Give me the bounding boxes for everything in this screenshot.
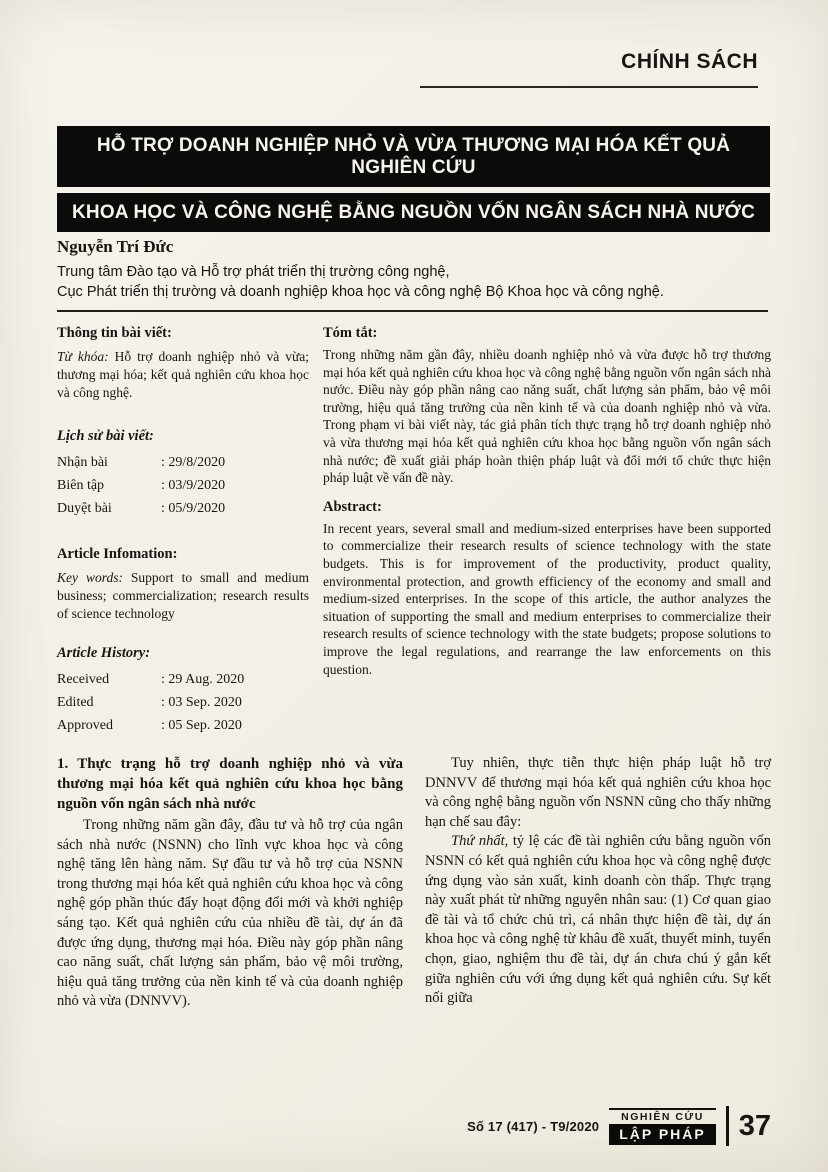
body-column-right: [425, 754, 771, 1012]
abstract-text-vi: Trong những năm gần đây, nhiều doanh nghiệp nhỏ và vừa được hỗ trợ thương mại hóa kết quả nghiên cứu khoa học và công nghệ bằng nguồn vốn ngân sách nhà nước. Điều này góp phần nâng cao năng suất, chất lượng sản phẩm, bảo vệ môi trường, hiệu quả tăng trưởng của nền kinh tế và của doanh nghiệp nhỏ và vừa. Trong phạm vi bài viết này, tác giả phân tích thực trạng hỗ trợ doanh nghiệp nhỏ và vừa thương mại hóa kết quả nghiên cứu khoa học bằng nguồn vốn ngân sách nhà nước; đề xuất giải pháp hoàn thiện pháp luật và đổi mới tổ chức thực hiện pháp luật về vấn đề này.: [323, 347, 771, 486]
history-label: Duyệt bài: [57, 501, 112, 516]
history-heading-en: Article History:: [57, 645, 151, 661]
history-label: Received: [57, 672, 110, 687]
history-heading-vi: Lịch sử bài viết:: [57, 428, 154, 444]
history-value: : 29 Aug. 2020: [161, 672, 245, 687]
history-row: [57, 714, 309, 737]
page-footer: [467, 1106, 771, 1146]
history-block-vi: [57, 428, 309, 520]
journal-logo-line2: LẬP PHÁP: [609, 1124, 716, 1145]
paragraph-lead: Thứ nhất,: [451, 833, 509, 850]
keywords-label-en: Key words:: [57, 570, 123, 585]
history-label: Nhận bài: [57, 455, 108, 470]
journal-logo: [609, 1108, 716, 1145]
abstract-heading-en: Abstract:: [323, 498, 382, 515]
history-row: [57, 474, 309, 497]
article-body: [57, 754, 771, 1012]
article-title-line2: KHOA HỌC VÀ CÔNG NGHỆ BẰNG NGUỒN VỐN NGÂN SÁCH NHÀ NƯỚC: [57, 193, 770, 232]
history-value: : 03 Sep. 2020: [161, 695, 242, 710]
history-value: : 29/8/2020: [161, 455, 226, 470]
paragraph-rest: tỷ lệ các đề tài nghiên cứu bằng nguồn vốn NSNN có kết quả nghiên cứu khoa học và công nghệ được ứng dụng vào sản xuất, kinh doanh còn thấp. Thực trạng này xuất phát từ những nguyên nhân sau: (1) Cơ quan giao đề tài và tổ chức chủ trì, cá nhân thực hiện đề tài, dự án khoa học và công nghệ từ khâu đề xuất, thuyết minh, tuyển chọn, giao, nghiệm thu đề tài, dự án chưa chú ý gắn kết giữa nghiên cứu với ứng dụng kết quả nghiên cứu. Sự kết nối giữa: [425, 833, 771, 1007]
history-row: [57, 451, 309, 474]
kicker-rule: [420, 86, 758, 88]
history-row: [57, 668, 309, 691]
keywords-en: [57, 569, 309, 623]
section-kicker: CHÍNH SÁCH: [621, 50, 758, 73]
body-paragraph: Tuy nhiên, thực tiễn thực hiện pháp luật hỗ trợ DNNVV để thương mại hóa kết quả nghiên cứu khoa học và công nghệ bằng nguồn vốn NSNN cũng cho thấy những hạn chế sau đây:: [425, 755, 771, 830]
history-value: : 05/9/2020: [161, 501, 226, 516]
history-value: : 03/9/2020: [161, 478, 226, 493]
journal-logo-line1: NGHIÊN CỨU: [609, 1108, 716, 1123]
footer-divider: [726, 1106, 729, 1146]
abstract-column: [323, 325, 771, 737]
history-label: Approved: [57, 718, 113, 733]
article-title-banner: [57, 126, 770, 238]
body-paragraph: Trong những năm gần đây, đầu tư và hỗ trợ của ngân sách nhà nước (NSNN) cho lĩnh vực khoa học và công nghệ tăng lên hàng năm. Sự đầu tư và hỗ trợ của NSNN trong thương mại hóa kết quả nghiên cứu khoa học và công nghệ góp phần thúc đẩy hoạt động đổi mới và khởi nghiệp sáng tạo. Kết quả nghiên cứu của nhiều đề tài, dự án đã được ứng dụng, thương mại hóa. Điều này góp phần nâng cao năng suất, chất lượng sản phẩm, bảo vệ môi trường, hiệu quả tăng trưởng của nền kinh tế và của doanh nghiệp nhỏ và vừa (DNNVV).: [57, 817, 403, 1010]
abstract-text-en: In recent years, several small and medium-sized enterprises have been supported to commercialize their research results of science technology with the state budgets. This is for improvement of the productivity, product quality, environmental protection, and growth efficiency of the economy and small and medium-sized enterprises. In the scope of this article, the author analyzes the situation of supporting the small and medium enterprises to commercialize their research results of science technology with the state budgets; propose solutions to improve the legal regulations, and rearrange the law enforcements on this question.: [323, 520, 771, 677]
keywords-label-vi: Từ khóa:: [57, 349, 109, 364]
section-1-heading: 1. Thực trạng hỗ trợ doanh nghiệp nhỏ và vừa thương mại hóa kết quả nghiên cứu khoa học bằng nguồn vốn ngân sách nhà nước: [57, 756, 403, 812]
history-row: [57, 497, 309, 520]
history-value: : 05 Sep. 2020: [161, 718, 242, 733]
info-block-en: [57, 546, 309, 623]
keywords-text-en: Support to small and medium business; commercialization; research results of science technology: [57, 570, 309, 621]
issue-label: Số 17 (417) - T9/2020: [467, 1118, 600, 1134]
history-block-en: [57, 645, 309, 737]
article-title-line1: HỖ TRỢ DOANH NGHIỆP NHỎ VÀ VỪA THƯƠNG MẠI HÓA KẾT QUẢ NGHIÊN CỨU: [57, 126, 770, 187]
history-label: Edited: [57, 695, 94, 710]
abstract-heading-vi: Tóm tắt:: [323, 325, 378, 341]
history-row: [57, 691, 309, 714]
info-heading-vi: Thông tin bài viết:: [57, 325, 172, 341]
body-paragraph: [425, 832, 771, 1008]
page-number: 37: [738, 1109, 771, 1142]
body-column-left: [57, 754, 403, 1012]
article-info-section: [57, 325, 771, 737]
keywords-vi: [57, 348, 309, 402]
affiliation-line1: Trung tâm Đào tạo và Hỗ trợ phát triển thị trường công nghệ,: [57, 264, 450, 280]
metadata-column: [57, 325, 309, 737]
author-name: Nguyễn Trí Đức: [57, 237, 174, 256]
author-affiliation: [57, 262, 768, 312]
history-label: Biên tập: [57, 478, 105, 493]
affiliation-line2: Cục Phát triển thị trường và doanh nghiệp khoa học và công nghệ Bộ Khoa học và công nghệ.: [57, 284, 664, 300]
info-heading-en: Article Infomation:: [57, 546, 178, 562]
keywords-text-vi: Hỗ trợ doanh nghiệp nhỏ và vừa; thương mại hóa; kết quả nghiên cứu khoa học và công nghệ.: [57, 349, 310, 400]
